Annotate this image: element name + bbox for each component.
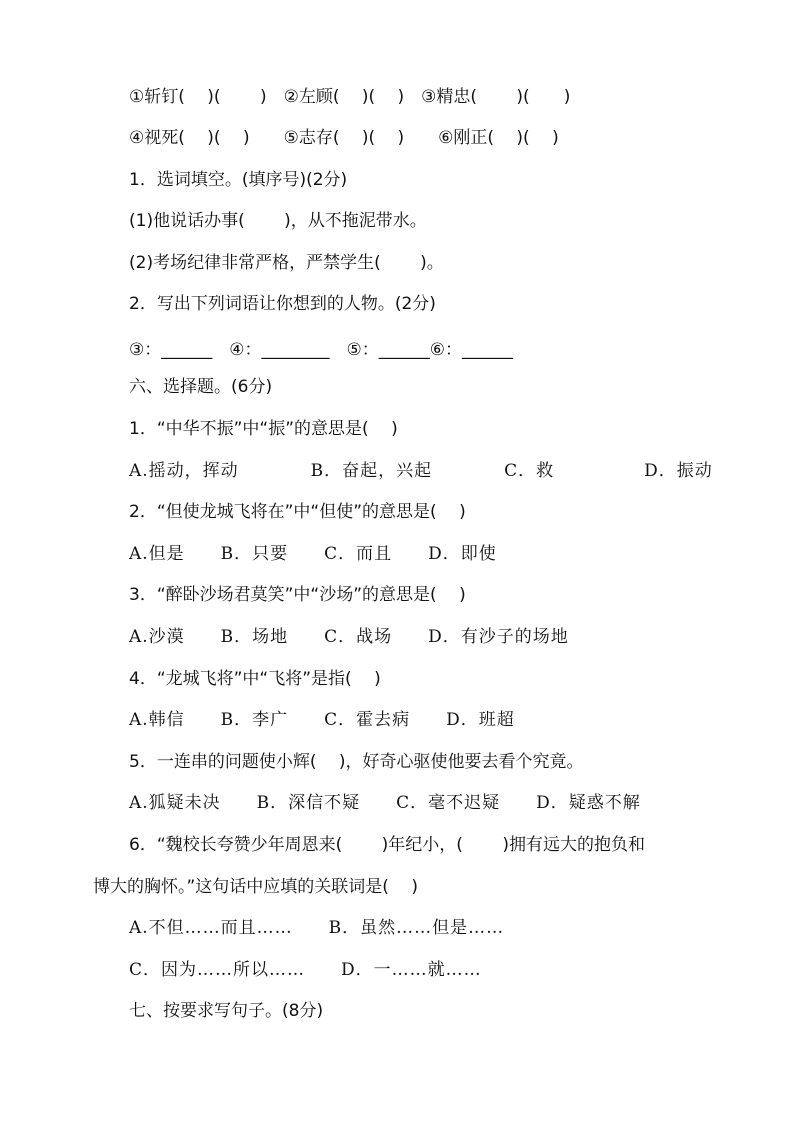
question-1-sentence-1: (1)他说话办事( )，从不拖泥带水。 xyxy=(129,211,427,231)
choice-options-5: A.狐疑未决 B．深信不疑 C．毫不迟疑 D．疑惑不解 xyxy=(129,793,641,813)
question-1-sentence-2: (2)考场纪律非常严格，严禁学生( )。 xyxy=(129,253,444,273)
choice-question-3: 3．“醉卧沙场君莫笑”中“沙场”的意思是( ) xyxy=(129,585,466,605)
question-2-blanks: ③：______ ④：________ ⑤：______⑥：______ xyxy=(129,340,513,360)
idiom-row-2: ④视死( )( ) ⑤志存( )( ) ⑥刚正( )( ) xyxy=(129,128,559,148)
question-2-title: 2．写出下列词语让你想到的人物。(2分) xyxy=(129,294,436,314)
choice-question-4: 4．“龙城飞将”中“飞将”是指( ) xyxy=(129,669,381,689)
question-1-title: 1．选词填空。(填序号)(2分) xyxy=(129,170,348,190)
choice-question-6-line-2: 博大的胸怀。”这句话中应填的关联词是( ) xyxy=(93,877,418,897)
choice-options-6-row-1: A.不但……而且…… B．虽然……但是…… xyxy=(129,918,505,938)
idiom-row-1: ①斩钉( )( ) ②左顾( )( ) ③精忠( )( ) xyxy=(129,87,571,107)
choice-options-1: A.摇动，挥动 B．奋起，兴起 C．救 D．振动 xyxy=(129,461,713,481)
choice-options-4: A.韩信 B．李广 C．霍去病 D．班超 xyxy=(129,710,515,730)
choice-options-6-row-2: C．因为……所以…… D．一……就…… xyxy=(129,960,482,980)
section-7-title: 七、按要求写句子。(8分) xyxy=(129,1001,324,1021)
choice-options-2: A.但是 B．只要 C．而且 D．即使 xyxy=(129,544,497,564)
choice-question-5: 5．一连串的问题使小辉( )，好奇心驱使他要去看个究竟。 xyxy=(129,752,584,772)
choice-question-1: 1．“中华不振”中“振”的意思是( ) xyxy=(129,419,398,439)
choice-question-6-line-1: 6．“魏校长夸赞少年周恩来( )年纪小，( )拥有远大的抱负和 xyxy=(129,835,645,855)
section-6-title: 六、选择题。(6分) xyxy=(129,377,273,397)
choice-options-3: A.沙漠 B．场地 C．战场 D．有沙子的场地 xyxy=(129,627,569,647)
choice-question-2: 2．“但使龙城飞将在”中“但使”的意思是( ) xyxy=(129,502,466,522)
